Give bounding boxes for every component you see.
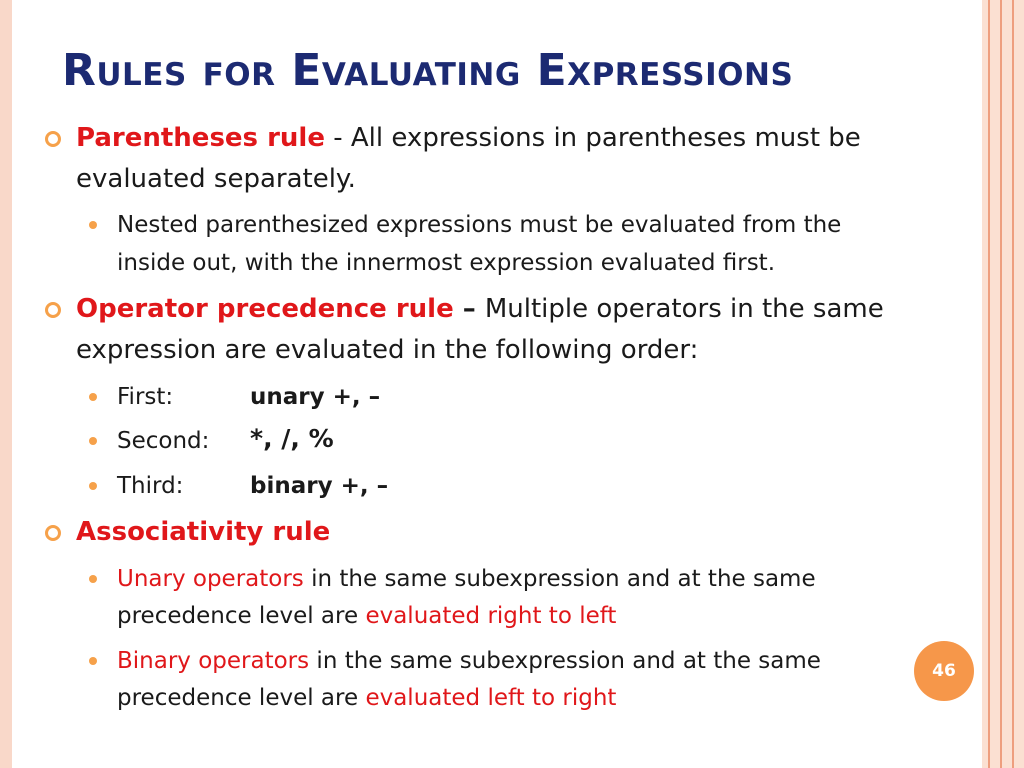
precedence-rule-line2: expression are evaluated in the following order: xyxy=(76,335,699,365)
dot-bullet-icon xyxy=(89,393,97,401)
rule-name: Operator precedence rule xyxy=(76,294,454,324)
right-frame-border xyxy=(982,0,1024,768)
precedence-second-label: Second: xyxy=(117,428,210,454)
associativity-rule-title: Associativity rule xyxy=(76,517,331,547)
slide-title: Rules for Evaluating Expressions xyxy=(62,45,794,96)
precedence-rule-line1 xyxy=(76,289,884,329)
rule-name: Parentheses rule xyxy=(76,123,325,153)
associativity-term: Binary operators xyxy=(117,648,310,674)
associativity-term: Unary operators xyxy=(117,566,304,592)
frame-stripe xyxy=(1000,0,1002,768)
left-frame-border xyxy=(0,0,12,768)
nested-parentheses-line1: Nested parenthesized expressions must be evaluated from the xyxy=(117,212,842,238)
parentheses-rule-line2: evaluated separately. xyxy=(76,164,356,194)
rule-separator: - xyxy=(324,123,351,153)
associativity-direction: evaluated right to left xyxy=(365,603,617,629)
rule-text: Multiple operators in the same xyxy=(484,294,884,324)
binary-associativity-line1 xyxy=(117,642,821,680)
dot-bullet-icon xyxy=(89,221,97,229)
unary-associativity-line1 xyxy=(117,560,816,598)
circle-bullet-icon xyxy=(45,302,61,318)
binary-associativity-line2 xyxy=(117,679,616,717)
dot-bullet-icon xyxy=(89,575,97,583)
precedence-first-ops: unary +, – xyxy=(250,384,381,410)
associativity-text: precedence level are xyxy=(117,685,366,711)
associativity-direction: evaluated left to right xyxy=(365,685,617,711)
associativity-text: precedence level are xyxy=(117,603,366,629)
precedence-first-label: First: xyxy=(117,384,174,410)
parentheses-rule-line1 xyxy=(76,118,861,158)
associativity-text: in the same subexpression and at the same xyxy=(309,648,821,674)
associativity-text: in the same subexpression and at the same xyxy=(303,566,816,592)
frame-stripe xyxy=(988,0,990,768)
precedence-second-ops: *, /, % xyxy=(250,424,334,453)
precedence-third-ops: binary +, – xyxy=(250,473,389,499)
circle-bullet-icon xyxy=(45,131,61,147)
dot-bullet-icon xyxy=(89,437,97,445)
page-number-badge: 46 xyxy=(914,641,974,701)
unary-associativity-line2 xyxy=(117,597,616,635)
frame-stripe xyxy=(1012,0,1014,768)
precedence-third-label: Third: xyxy=(117,473,184,499)
dot-bullet-icon xyxy=(89,482,97,490)
rule-text: All expressions in parentheses must be xyxy=(350,123,861,153)
nested-parentheses-line2: inside out, with the innermost expression evaluated first. xyxy=(117,250,776,276)
circle-bullet-icon xyxy=(45,525,61,541)
rule-separator: – xyxy=(453,294,485,324)
dot-bullet-icon xyxy=(89,657,97,665)
